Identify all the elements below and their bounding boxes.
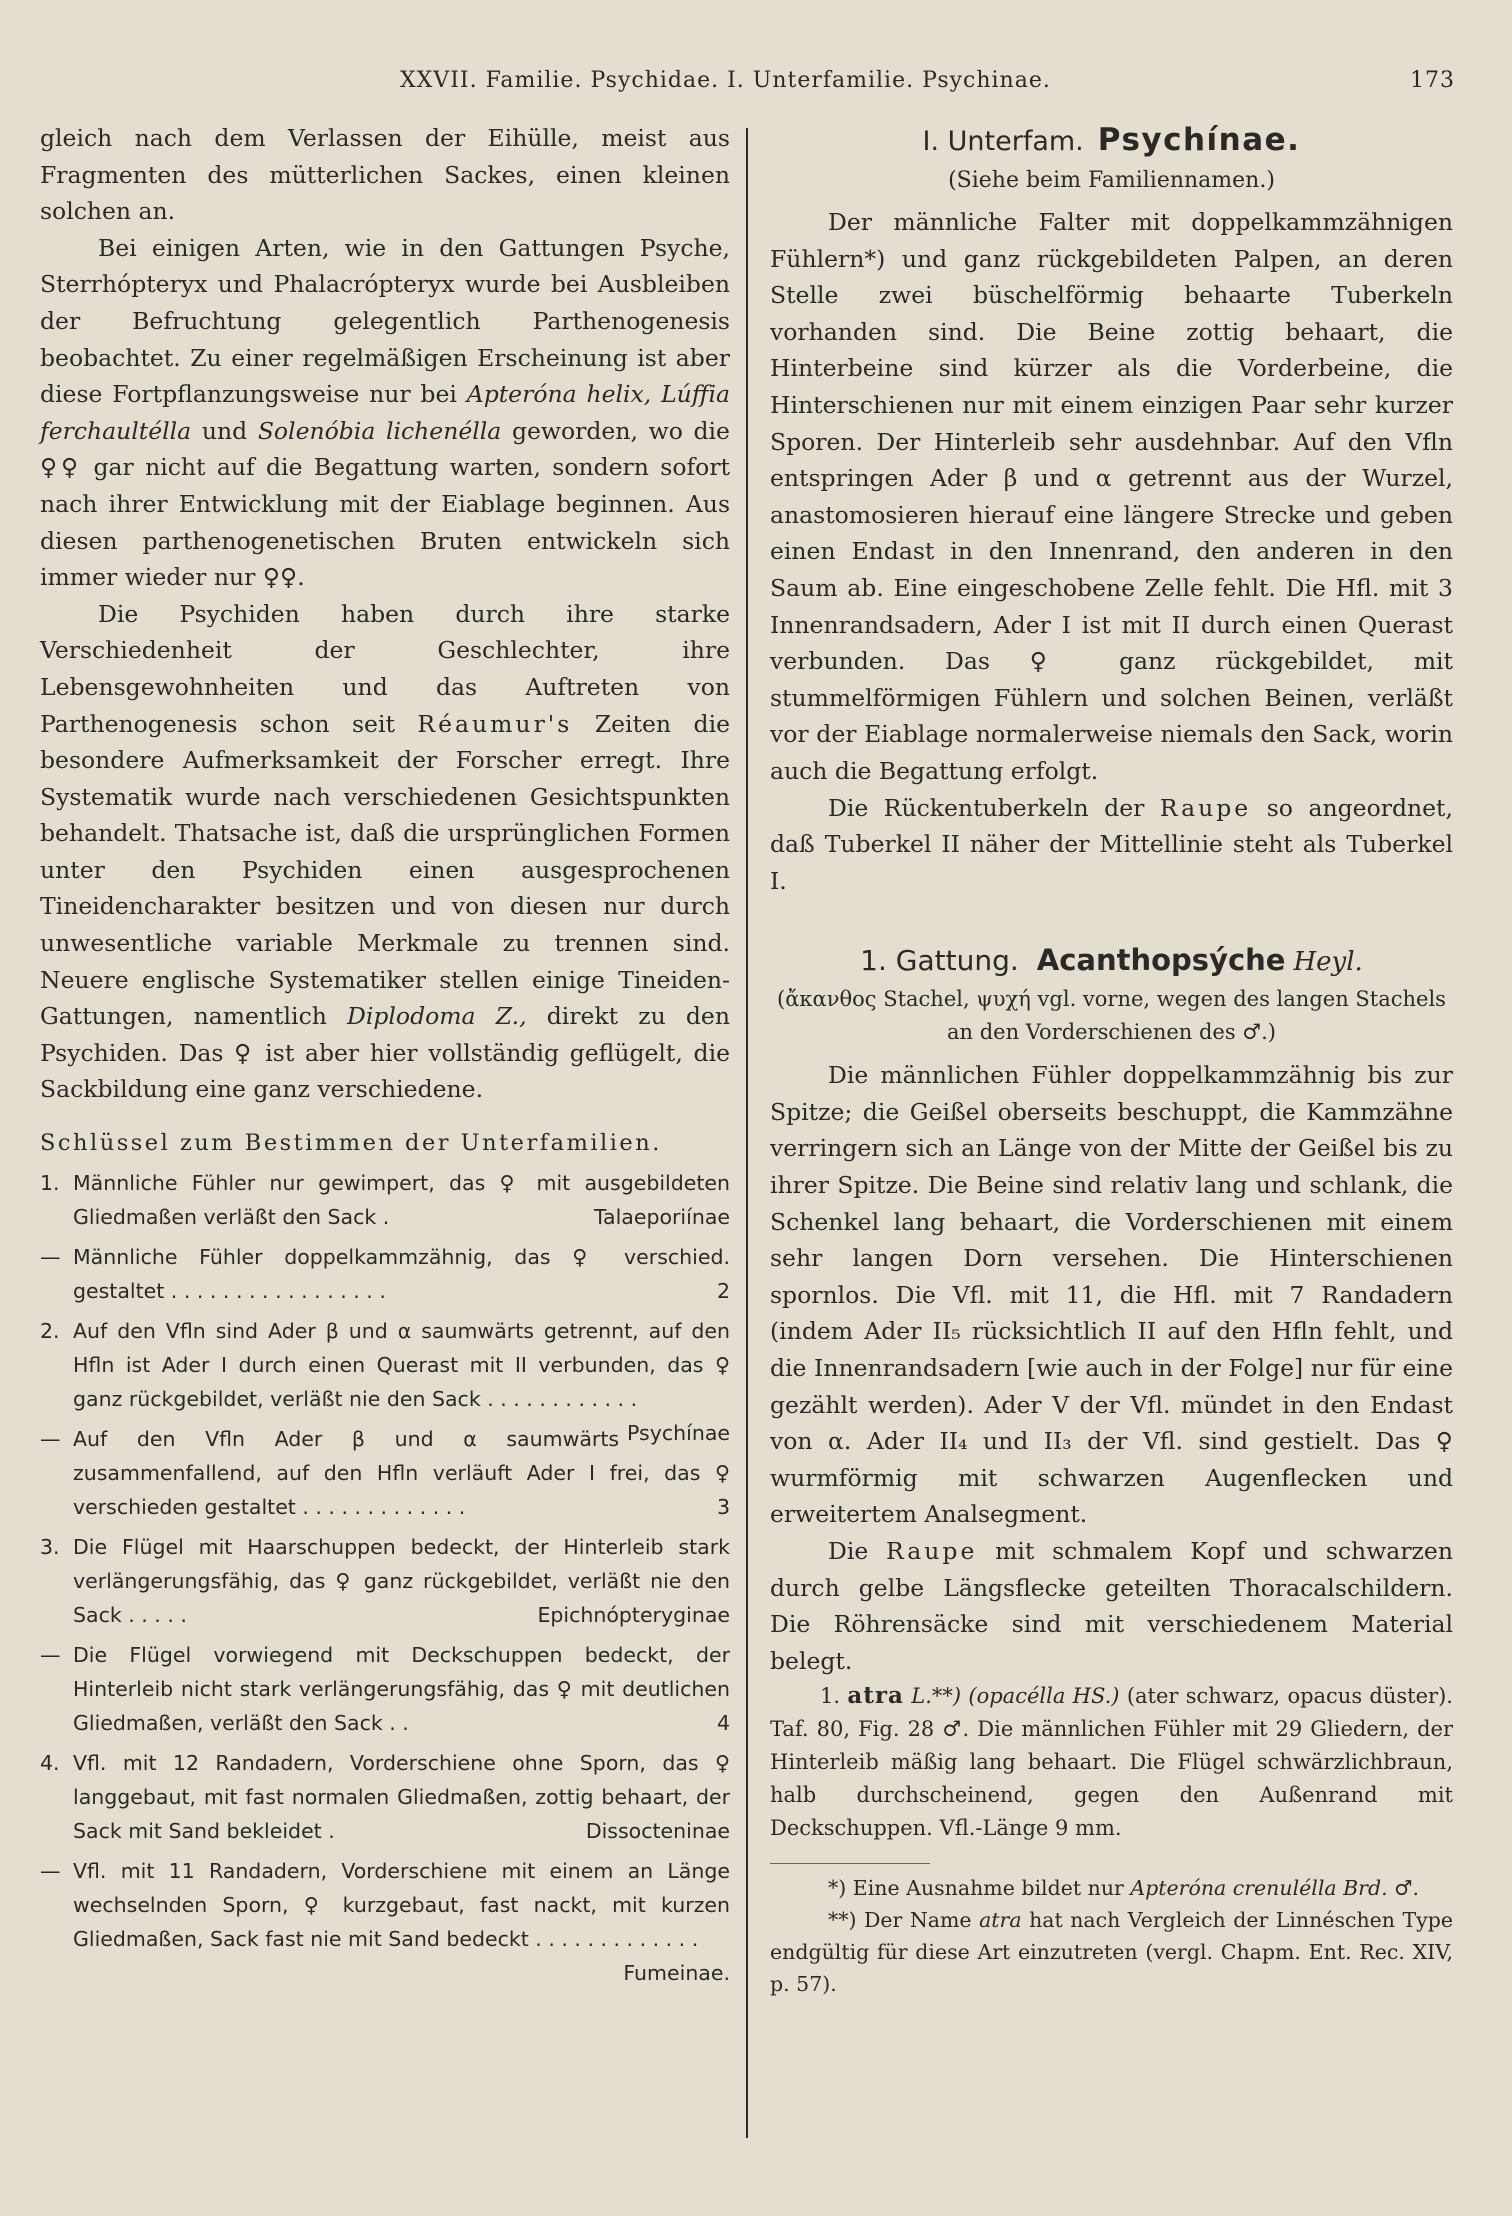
species-name: atra bbox=[847, 1682, 904, 1710]
key-item-text: Die Flügel mit Haarschuppen bedeckt, der Hinterleib stark verlängerungsfähig, das ♀ ganz rückgebildet, verläßt nie den Sack . . . . . bbox=[73, 1535, 730, 1628]
subfamily-name: Psychínae. bbox=[1097, 122, 1301, 158]
key-item bbox=[40, 1314, 730, 1446]
species-entry: 1. atra L.**) (opacélla HS.) (ater schwarz, opacus düster). Taf. 80, Fig. 28 ♂. Die männlichen Fühler mit 29 Gliedern, der Hinterleib mäßig lang behaart. Die Flügel schwärzlichbraun, halb durchscheinend, gegen den Außenrand mit Deckschuppen. Vfl.-Länge 9 mm. bbox=[770, 1682, 1453, 1841]
key-item-text: Vfl. mit 12 Randadern, Vorderschiene ohne Sporn, das ♀ langgebaut, mit fast normalen Gliedmaßen, zottig behaart, der Sack mit Sand bekleidet . bbox=[73, 1751, 730, 1844]
key-item-text: Auf den Vfln sind Ader β und α saumwärts getrennt, auf den Hfln ist Ader I durch einen Querast mit II verbunden, das ♀ ganz rückgebildet, verläßt nie den Sack . . . . . . . . . . . . bbox=[73, 1319, 730, 1412]
key-item-result: 3 bbox=[716, 1495, 730, 1520]
genus-heading: 1. Gattung. Acanthopsýche Heyl. bbox=[860, 943, 1363, 978]
key-item-text: Männliche Fühler doppelkammzähnig, das ♀ verschied. gestaltet . . . . . . . . . . . . . . . . . bbox=[73, 1245, 730, 1304]
right-column bbox=[770, 120, 1453, 2000]
key-item bbox=[40, 1166, 730, 1234]
key-item-result: Talaeporiínae bbox=[593, 1205, 730, 1230]
footnote: **) Der Name atra hat nach Vergleich der Linnéschen Type endgültig für diese Art einzutreten (vergl. Chapm. Ent. Rec. XIV, p. 57). bbox=[770, 1908, 1453, 1997]
key-item-text: Die Flügel vorwiegend mit Deckschuppen bedeckt, der Hinterleib nicht stark verlängerungsfähig, das ♀ mit deutlichen Gliedmaßen, verläßt den Sack . . bbox=[73, 1643, 730, 1736]
genus-author: Heyl. bbox=[1293, 947, 1363, 978]
subfamily-heading: I. Unterfam. Psychínae. bbox=[922, 122, 1301, 158]
footnote: *) Eine Ausnahme bildet nur Apteróna crenulélla Brd. ♂. bbox=[828, 1876, 1420, 1901]
species-author: L.**) (opacélla HS.) bbox=[911, 1684, 1120, 1709]
key-item-result: 4 bbox=[716, 1711, 730, 1736]
paragraph: gleich nach dem Verlassen der Eihülle, meist aus Fragmenten des mütterlichen Sackes, einen kleinen solchen an. bbox=[40, 124, 730, 226]
key-item-number: 3. bbox=[40, 1535, 60, 1560]
identification-key bbox=[40, 1166, 730, 1986]
key-item-text: Männliche Fühler nur gewimpert, das ♀ mit ausgebildeten Gliedmaßen verläßt den Sack . bbox=[73, 1171, 730, 1230]
key-item-text: Auf den Vfln Ader β und α saumwärts zusammenfallend, auf den Hfln verläuft Ader I frei, das ♀ verschieden gestaltet . . . . . . . . . . . . . bbox=[73, 1427, 730, 1520]
key-item-number: 1. bbox=[40, 1171, 60, 1196]
paragraph: Die Psychiden haben durch ihre starke Verschiedenheit der Geschlechter, ihre Lebensgewohnheiten und das Auftreten von Parthenogenesis schon seit Réaumur's Zeiten die besondere Aufmerksamkeit der Forscher erregt. Ihre Systematik wurde nach verschiedenen Gesichtspunkten behandelt. Thatsache ist, daß die ursprünglichen Formen unter den Psychiden einen ausgesprochenen Tineidencharakter besitzen und von diesen nur durch unwesentliche variable Merkmale zu trennen sind. Neuere englische Systematiker stellen einige Tineiden-Gattungen, namentlich Diplodoma Z., direkt zu den Psychiden. Das ♀ ist aber hier vollständig geflügelt, die Sackbildung eine ganz verschiedene. bbox=[40, 599, 730, 1104]
key-item-text: Vfl. mit 11 Randadern, Vorderschiene mit einem an Länge wechselnden Sporn, ♀ kurzgebaut, fast nackt, mit kurzen Gliedmaßen, Sack fast nie mit Sand bedeckt . . . . . . . . . . . . . bbox=[73, 1859, 730, 1952]
key-item-result: Psychínae bbox=[627, 1421, 730, 1446]
key-item-number: 2. bbox=[40, 1319, 60, 1344]
genus-name: Diplodoma Z., bbox=[347, 1002, 527, 1031]
key-item-number: — bbox=[40, 1859, 61, 1884]
paragraph: Bei einigen Arten, wie in den Gattungen Psyche, Sterrhópteryx und Phalacrópteryx wurde bei Ausbleiben der Befruchtung gelegentlich Parthenogenesis beobachtet. Zu einer regelmäßigen Erscheinung ist aber diese Fortpflanzungsweise nur bei Apteróna helix, Lúffia ferchaultélla und Solenóbia lichenélla geworden, wo die ♀♀ gar nicht auf die Begattung warten, sondern sofort nach ihrer Entwicklung mit der Eiablage beginnen. Aus diesen parthenogenetischen Bruten entwickeln sich immer wieder nur ♀♀. bbox=[40, 233, 730, 592]
key-item bbox=[40, 1638, 730, 1740]
etymology: (ἄκανθος Stachel, ψυχή vgl. vorne, wegen des langen Stachels an den Vorderschienen des ♂.) bbox=[777, 987, 1446, 1045]
column-divider bbox=[746, 128, 748, 2138]
paragraph: Die Rückentuberkeln der Raupe so angeordnet, daß Tuberkel II näher der Mittellinie steht als Tuberkel I. bbox=[770, 793, 1453, 895]
key-item-number: — bbox=[40, 1643, 61, 1668]
genus-name: Acanthopsýche bbox=[1036, 943, 1286, 978]
key-item bbox=[40, 1854, 730, 1986]
key-item bbox=[40, 1422, 730, 1524]
key-item bbox=[40, 1240, 730, 1308]
paragraph: Der männliche Falter mit doppelkammzähnigen Fühlern*) und ganz rückgebildeten Palpen, an deren Stelle zwei büschelförmig behaarte Tuberkeln vorhanden sind. Die Beine zottig behaart, die Hinterbeine sind kürzer als die Vorderbeine, die Hinterschienen nur mit einem einzigen Paar sehr kurzer Sporen. Der Hinterleib sehr ausdehnbar. Auf den Vfln entspringen Ader β und α getrennt aus der Wurzel, anastomosieren hierauf eine längere Strecke und geben einen Endast in den Innenrand, den anderen in den Saum ab. Eine eingeschobene Zelle fehlt. Die Hfl. mit 3 Innenrandsadern, Ader I ist mit II durch einen Querast verbunden. Das ♀ ganz rückgebildet, mit stummelförmigen Fühlern und solchen Beinen, verläßt vor der Eiablage normalerweise niemals den Sack, worin auch die Begattung erfolgt. bbox=[770, 208, 1453, 785]
key-item-result: 2 bbox=[716, 1279, 730, 1304]
key-title: Schlüssel zum Bestimmen der Unterfamilien. bbox=[40, 1130, 662, 1157]
page-header bbox=[40, 68, 1455, 108]
subfamily-note: (Siehe beim Familiennamen.) bbox=[948, 168, 1275, 193]
key-item-number: — bbox=[40, 1427, 61, 1452]
key-item-number: — bbox=[40, 1245, 61, 1270]
species-name: Apteróna helix, Lúffia ferchaultélla bbox=[40, 380, 730, 445]
key-item-number: 4. bbox=[40, 1751, 60, 1776]
paragraph: Die Raupe mit schmalem Kopf und schwarzen durch gelbe Längsflecke geteilten Thoracalschildern. Die Röhrensäcke sind mit verschiedenem Material belegt. bbox=[770, 1537, 1453, 1675]
author-name: Réaumur's bbox=[417, 709, 573, 738]
footnote-rule bbox=[770, 1863, 930, 1864]
emphasis-word: Raupe bbox=[1159, 793, 1252, 822]
running-title: XXVII. Familie. Psychidae. I. Unterfamilie. Psychinae. bbox=[400, 68, 1051, 93]
paragraph: Die männlichen Fühler doppelkammzähnig bis zur Spitze; die Geißel oberseits beschuppt, die Kammzähne verringern sich an Länge von der Mitte der Geißel bis zu ihrer Spitze. Die Beine sind relativ lang und schlank, die Schenkel lang behaart, die Vorderschienen mit einem sehr langen Dorn versehen. Die Hinterschienen spornlos. Die Vfl. mit 11, die Hfl. mit 7 Randadern (indem Ader II₅ rücksichtlich II auf den Hfln fehlt, und die Innenrandsadern [wie auch in der Folge] nur für eine gezählt werden). Ader V der Vfl. mündet in den Endast von α. Ader II₄ und II₃ der Vfl. sind gestielt. Das ♀ wurmförmig mit schwarzen Augenflecken und erweitertem Analsegment. bbox=[770, 1061, 1453, 1529]
page-number: 173 bbox=[1410, 68, 1455, 93]
key-item bbox=[40, 1746, 730, 1848]
key-item bbox=[40, 1530, 730, 1632]
key-item-result: Fumeinae. bbox=[623, 1961, 730, 1986]
key-item-result: Dissocteninae bbox=[585, 1819, 730, 1844]
species-name: Solenóbia lichenélla bbox=[257, 416, 502, 445]
left-column bbox=[40, 120, 730, 1990]
key-item-result: Epichnópteryginae bbox=[537, 1603, 730, 1628]
emphasis-word: Raupe bbox=[886, 1537, 978, 1565]
